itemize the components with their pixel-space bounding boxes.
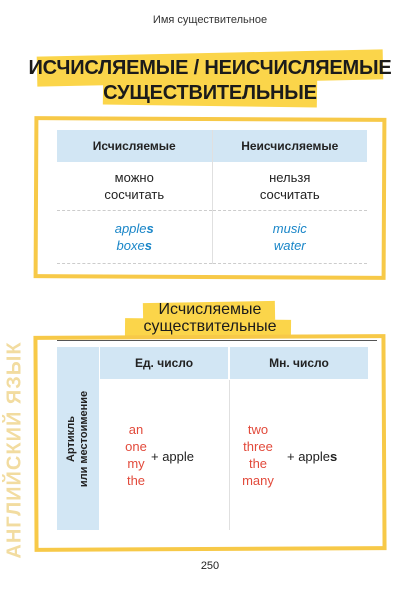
running-header: Имя существительное [152, 14, 268, 26]
table1-cell-uncountable-desc: нельзя сосчитать [212, 162, 367, 211]
singular-word: one [125, 439, 147, 454]
singular-determiners [116, 421, 156, 489]
table1-cell-countable-desc: можно сосчитать [57, 162, 212, 211]
plural-word: many [242, 473, 274, 488]
title-line-1: ИСЧИСЛЯЕМЫЕ / НЕИСЧИСЛЯЕМЫЕ [28, 57, 392, 79]
singular-word: an [128, 422, 144, 437]
table2-header-singular: Ед. число [100, 347, 228, 379]
table1-header-countable: Исчисляемые [57, 130, 212, 162]
singular-word: my [127, 456, 145, 471]
table1-cell-uncountable-examples: music water [212, 211, 367, 264]
page-number: 250 [200, 560, 220, 572]
table2-column-divider [229, 380, 230, 530]
plural-word: the [248, 456, 268, 471]
title-line-2: СУЩЕСТВИТЕЛЬНЫЕ [103, 82, 317, 104]
table1-cell-countable-examples: apples boxes [57, 211, 212, 264]
table2-header-plural: Мн. число [230, 347, 368, 379]
singular-word: the [126, 473, 146, 488]
plural-result: + apples [287, 449, 338, 464]
side-subject-label: АНГЛИЙСКИЙ ЯЗЫК [3, 341, 26, 559]
table2-row-header: Артикль или местоимение [65, 390, 90, 488]
section-subtitle: Исчисляемые существительные [143, 301, 277, 335]
countable-uncountable-table [57, 130, 367, 264]
plural-determiners [236, 421, 280, 489]
plural-word: three [243, 439, 273, 454]
singular-result: + apple [151, 449, 195, 464]
plural-word: two [247, 422, 269, 437]
page-title [0, 56, 420, 106]
table1-header-uncountable: Неисчисляемые [212, 130, 367, 162]
